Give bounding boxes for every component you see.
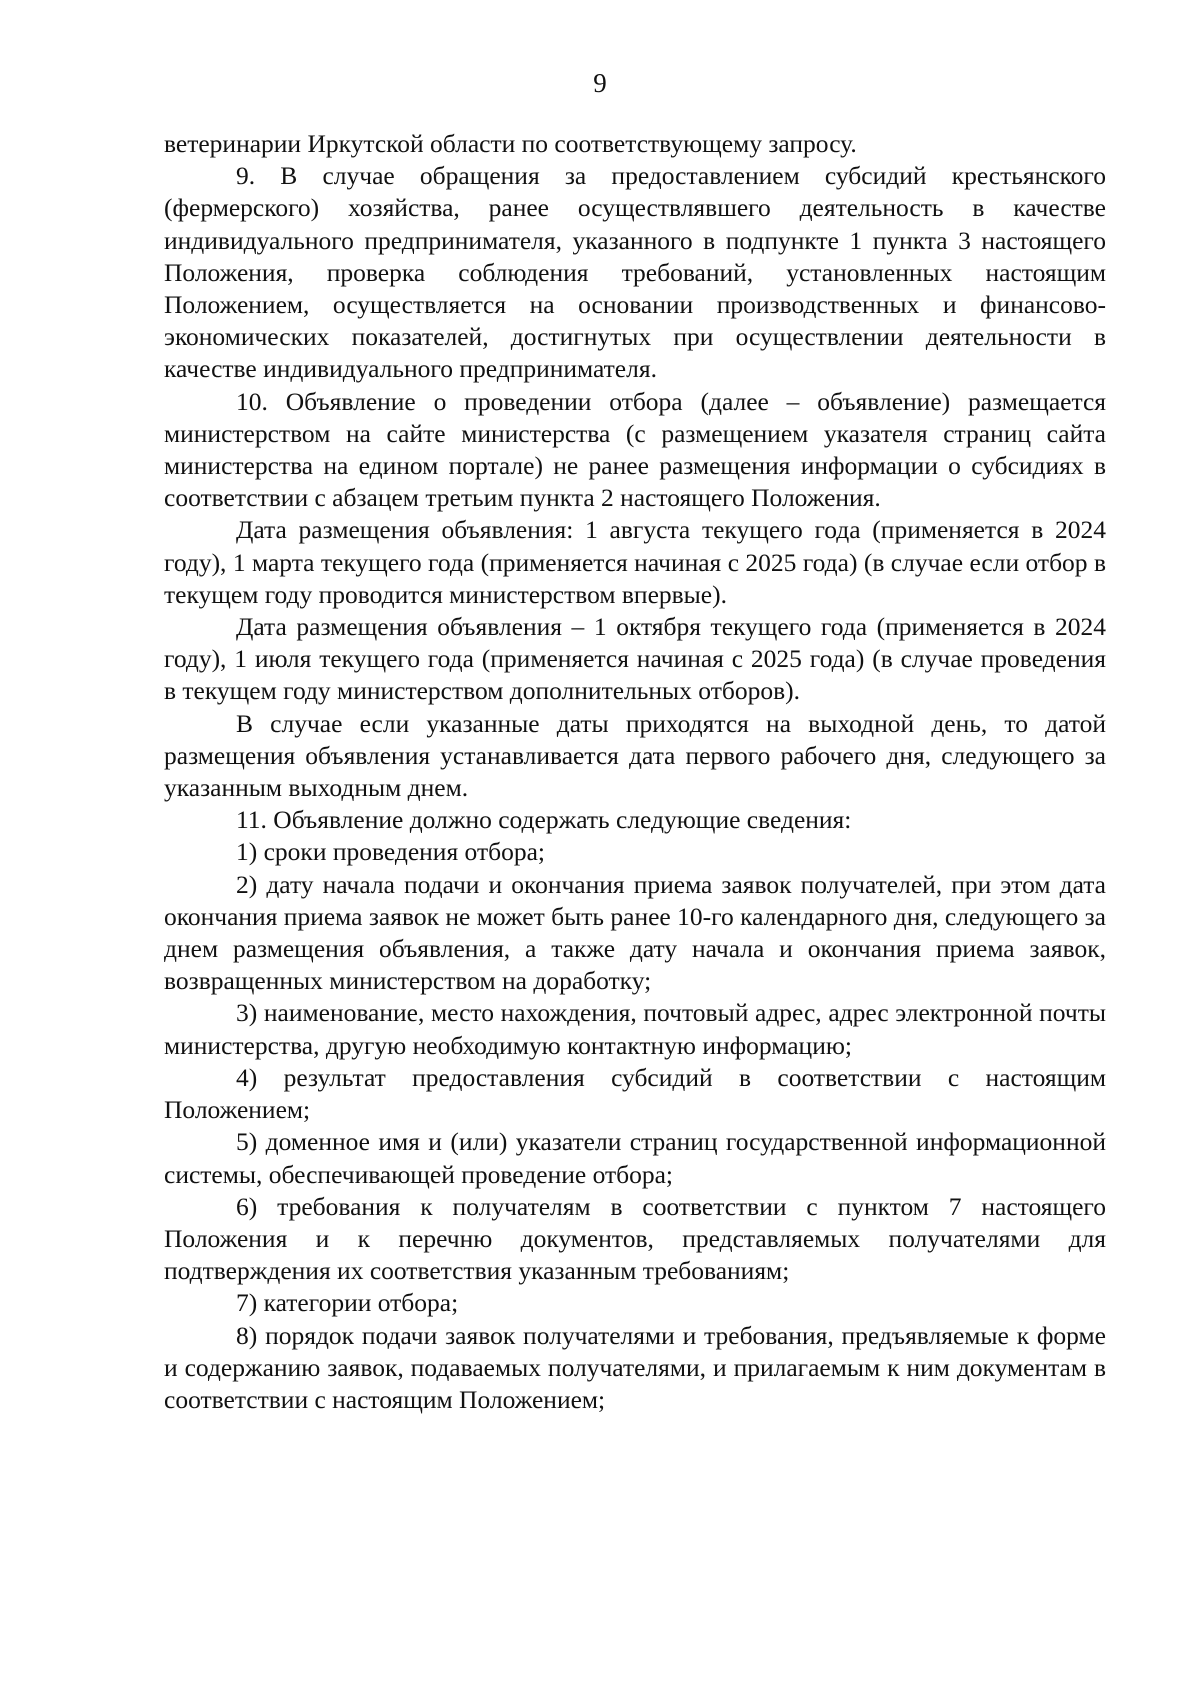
page-number: 9: [593, 68, 607, 98]
list-item-6: 6) требования к получателям в соответствии с пунктом 7 настоящего Положения и к перечню документов, представляемых получателями для подтверждения их соответствия указанным требованиям;: [164, 1191, 1106, 1286]
paragraph-announcement-date-1: Дата размещения объявления: 1 августа текущего года (применяется в 2024 году), 1 марта текущего года (применяется начиная с 2025 года) (в случае если отбор в текущем году проводится министерством впервые).: [164, 515, 1106, 609]
list-item-4: 4) результат предоставления субсидий в соответствии с настоящим Положением;: [164, 1062, 1106, 1125]
paragraph-continuation: ветеринарии Иркутской области по соответствующему запросу.: [164, 129, 857, 158]
paragraph-weekend-rule: В случае если указанные даты приходятся на выходной день, то датой размещения объявления устанавливается дата первого рабочего дня, следующего за указанным выходным днем.: [164, 708, 1106, 803]
paragraph-item-11: 11. Объявление должно содержать следующие сведения:: [236, 805, 852, 835]
list-item-3: 3) наименование, место нахождения, почтовый адрес, адрес электронной почты министерства, другую необходимую контактную информацию;: [164, 998, 1106, 1060]
list-item-7: 7) категории отбора;: [236, 1288, 459, 1318]
paragraph-item-9: 9. В случае обращения за предоставлением субсидий крестьянского (фермерского) хозяйства, ранее осуществлявшего деятельность в качестве индивидуального предпринимателя, указанного в подпункте 1 пункта 3 настоящего Положения, проверка соблюдения требований, установленных настоящим Положением, осуществляется на основании производственных и финансово-экономических показателей, достигнутых при осуществлении деятельности в качестве индивидуального предпринимателя.: [164, 161, 1106, 384]
list-item-2: 2) дату начала подачи и окончания приема заявок получателей, при этом дата окончания приема заявок не может быть ранее 10-го календарного дня, следующего за днем размещения объявления, а также дату начала и окончания приема заявок, возвращенных министерством на доработку;: [164, 869, 1106, 996]
document-body: [164, 128, 1106, 1416]
list-item-8: 8) порядок подачи заявок получателями и требования, предъявляемые к форме и содержанию заявок, подаваемых получателями, и прилагаемым к ним документам в соответствии с настоящим Положением;: [164, 1320, 1106, 1414]
paragraph-announcement-date-2: Дата размещения объявления – 1 октября текущего года (применяется в 2024 году), 1 июля текущего года (применяется начиная с 2025 года) (в случае проведения в текущем году министерством дополнительных отборов).: [164, 612, 1106, 706]
list-item-1: 1) сроки проведения отбора;: [236, 837, 545, 867]
paragraph-item-10: 10. Объявление о проведении отбора (далее – объявление) размещается министерством на сайте министерства (с размещением указателя страниц сайта министерства на едином портале) не ранее размещения информации о субсидиях в соответствии с абзацем третьим пункта 2 настоящего Положения.: [164, 386, 1106, 513]
list-item-5: 5) доменное имя и (или) указатели страниц государственной информационной системы, обеспечивающей проведение отбора;: [164, 1127, 1106, 1189]
